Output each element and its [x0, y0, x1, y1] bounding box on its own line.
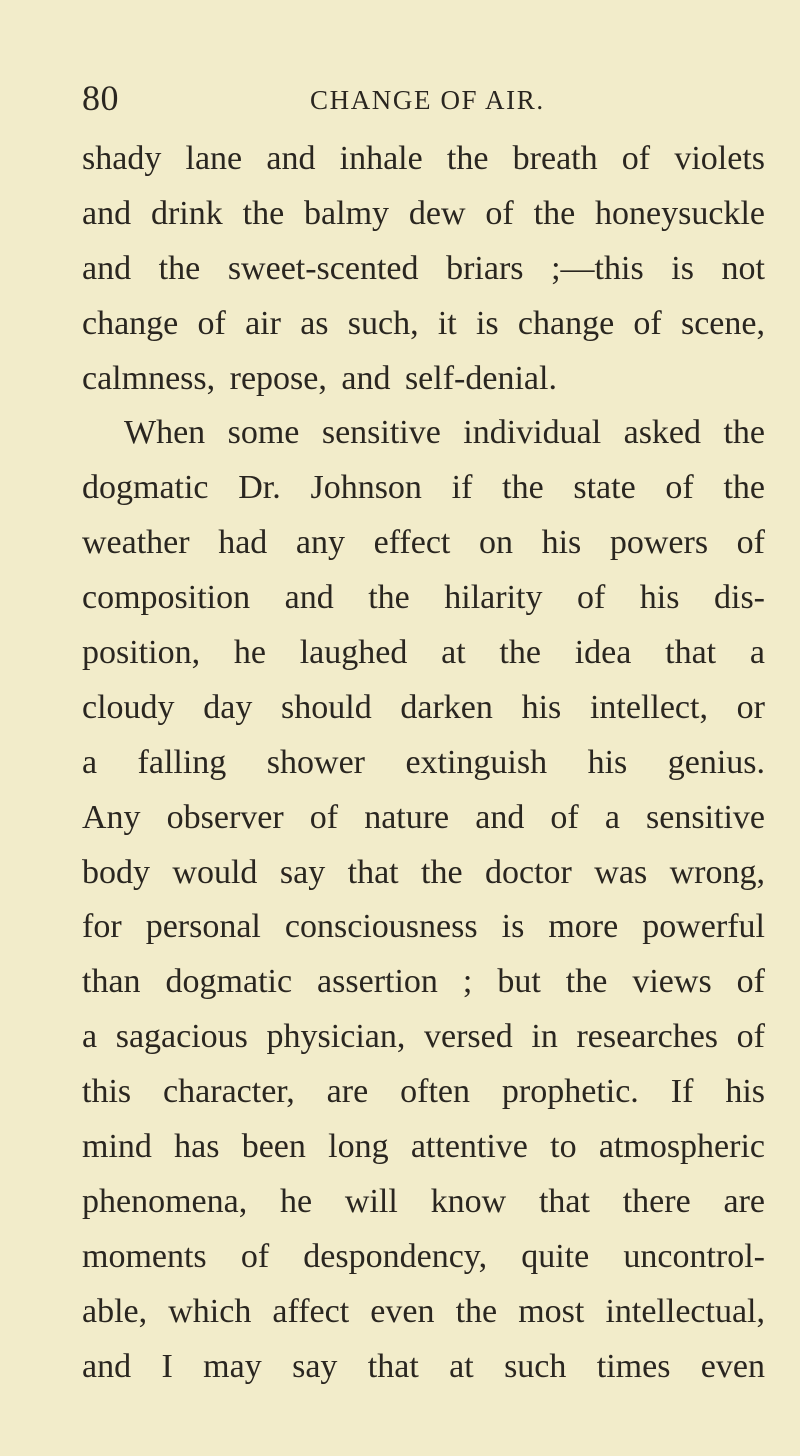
- text-line-19: mind has been long attentive to atmospheric: [82, 1128, 765, 1166]
- running-title: CHANGE OF AIR.: [310, 85, 545, 115]
- text-line-7: dogmatic Dr. Johnson if the state of the: [82, 469, 765, 507]
- text-line-16: than dogmatic assertion ; but the views of: [82, 963, 765, 1001]
- text-line-12: a falling shower extinguish his genius.: [82, 743, 765, 781]
- text-line-4: change of air as such, it is change of scene,: [82, 304, 765, 342]
- running-head: [82, 78, 764, 118]
- body-text: [82, 132, 765, 1394]
- text-line-22: able, which affect even the most intellectual,: [82, 1292, 765, 1330]
- text-line-14: body would say that the doctor was wrong,: [82, 853, 765, 891]
- text-line-17: a sagacious physician, versed in researches of: [82, 1018, 765, 1056]
- text-line-21: moments of despondency, quite uncontrol-: [82, 1237, 765, 1275]
- text-line-20: phenomena, he will know that there are: [82, 1182, 765, 1220]
- text-line-13: Any observer of nature and of a sensitive: [82, 798, 765, 836]
- text-line-18: this character, are often prophetic. If his: [82, 1073, 765, 1111]
- text-line-5: calmness, repose, and self-denial.: [82, 359, 557, 397]
- text-line-6: When some sensitive individual asked the: [124, 414, 765, 452]
- text-line-3: and the sweet-scented briars ;—this is not: [82, 249, 765, 287]
- text-line-10: position, he laughed at the idea that a: [82, 634, 765, 672]
- text-line-1: shady lane and inhale the breath of violets: [82, 140, 765, 177]
- text-line-8: weather had any effect on his powers of: [82, 524, 765, 562]
- text-line-23: and I may say that at such times even: [82, 1347, 765, 1385]
- text-line-11: cloudy day should darken his intellect, or: [82, 688, 765, 726]
- text-line-2: and drink the balmy dew of the honeysuckle: [82, 194, 765, 232]
- text-line-9: composition and the hilarity of his dis-: [82, 579, 765, 617]
- text-line-15: for personal consciousness is more powerful: [82, 908, 765, 946]
- page-number: 80: [82, 78, 119, 118]
